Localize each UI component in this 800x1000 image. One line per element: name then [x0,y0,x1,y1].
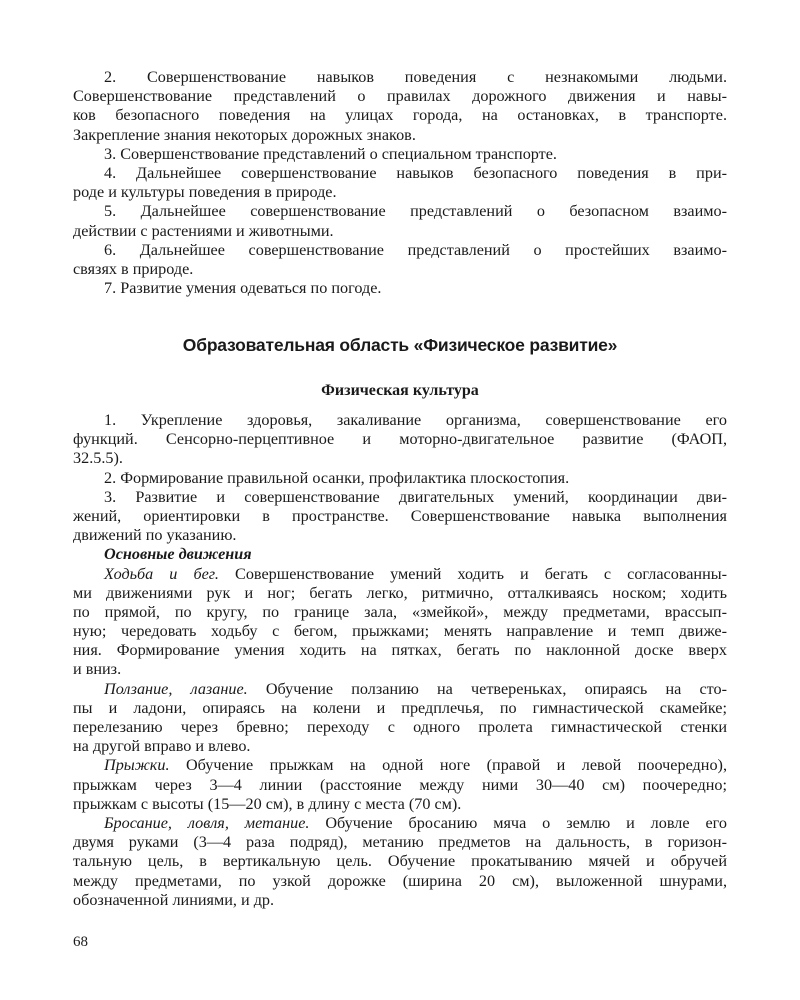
paragraph-line: на другой вправо и влево. [73,737,251,756]
paragraph-line: 2. Совершенствование навыков поведения с незнакомыми людьми. [104,68,727,86]
page-number: 68 [73,934,88,950]
paragraph-line: 6. Дальнейшее совершенствование представлений о простейших взаимо- [104,240,727,259]
paragraph-line: двумя руками (3—4 раза подряд), метанию предметов на дальность, в горизон- [73,833,727,852]
paragraph-line: пы и ладони, опираясь на колени и предплечья, по гимнастической скамейке; [73,698,727,717]
paragraph-line: и вниз. [73,660,122,679]
top-text-block [73,68,727,298]
paragraph-line: Закрепление знания некоторых дорожных знаков. [73,125,416,144]
paragraph-line: ков безопасного поведения на улицах города, на остановках, в транспорте. [73,106,727,125]
paragraph-line: 3. Совершенствование представлений о специальном транспорте. [104,144,557,163]
paragraph-line: жений, ориентировки в пространстве. Совершенствование навыка выполнения [73,506,727,525]
paragraph-text: Совершенствование умений ходить и бегать с согласованны- [218,564,727,583]
paragraph-line: 4. Дальнейшее совершенствование навыков безопасного поведения в при- [104,163,727,182]
paragraph-line: 32.5.5). [73,449,123,468]
paragraph-line: ную; чередовать ходьбу с бегом, прыжками; менять направление и темп движе- [73,622,727,641]
paragraph-line: прыжкам с высоты (15—20 см), в длину с места (70 см). [73,794,462,813]
paragraph-lead: Бросание, ловля, метание. [104,813,310,832]
paragraph-line: обозначенной линиями, и др. [73,890,275,909]
paragraph-line: 2. Формирование правильной осанки, профилактика плоскостопия. [104,468,570,487]
subsection-heading: Физическая культура [321,382,479,399]
paragraph-line: 5. Дальнейшее совершенствование представлений о безопасном взаимо- [104,202,727,221]
paragraph-line: ми движениями рук и ног; бегать легко, ритмично, отталкиваясь носком; ходить [73,583,727,602]
paragraph-line: 7. Развитие умения одеваться по погоде. [104,279,382,298]
paragraph-line: связях в природе. [73,259,194,278]
main-text-block [73,411,727,910]
paragraph-line [73,756,727,775]
paragraph-line: 1. Укрепление здоровья, закаливание организма, совершенствование его [104,411,727,429]
paragraph-line [73,680,727,699]
paragraph-text: Обучение ползанию на четвереньках, опираясь на сто- [247,679,727,698]
paragraph-text: Обучение прыжкам на одной ноге (правой и левой поочередно), [169,756,727,775]
section-heading: Образовательная область «Физическое развитие» [182,335,618,355]
paragraph-lead: Прыжки. [104,756,170,775]
paragraph-line [73,565,727,584]
paragraph-text: Обучение бросанию мяча о землю и ловле его [309,813,727,832]
paragraph-line [73,814,727,833]
paragraph-lead: Ходьба и бег. [104,564,219,583]
paragraph-line: движений по указанию. [73,526,237,545]
italic-subheading: Основные движения [104,545,252,564]
paragraph-line: перелезанию через бревно; переходу с одного пролета гимнастической стенки [73,718,727,736]
paragraph-line: действии с растениями и животными. [73,221,334,240]
paragraph-line: 3. Развитие и совершенствование двигательных умений, координации дви- [104,487,727,506]
paragraph-line: роде и культуры поведения в природе. [73,183,337,202]
paragraph-line: тальную цель, в вертикальную цель. Обучение прокатыванию мячей и обручей [73,852,727,871]
paragraph-line: по прямой, по кругу, по границе зала, «змейкой», между предметами, врассып- [73,602,727,621]
paragraph-line: прыжкам через 3—4 линии (расстояние между ними 30—40 см) поочередно; [73,775,727,794]
paragraph-line: Совершенствование представлений о правилах дорожного движения и навы- [73,87,727,106]
paragraph-line: ния. Формирование умения ходить на пятках, бегать по наклонной доске вверх [73,641,727,660]
paragraph-line: между предметами, по узкой дорожке (ширина 20 см), выложенной шнурами, [73,871,727,890]
paragraph-lead: Ползание, лазание. [104,679,248,698]
paragraph-line: функций. Сенсорно-перцептивное и моторно-двигательное развитие (ФАОП, [73,430,727,449]
